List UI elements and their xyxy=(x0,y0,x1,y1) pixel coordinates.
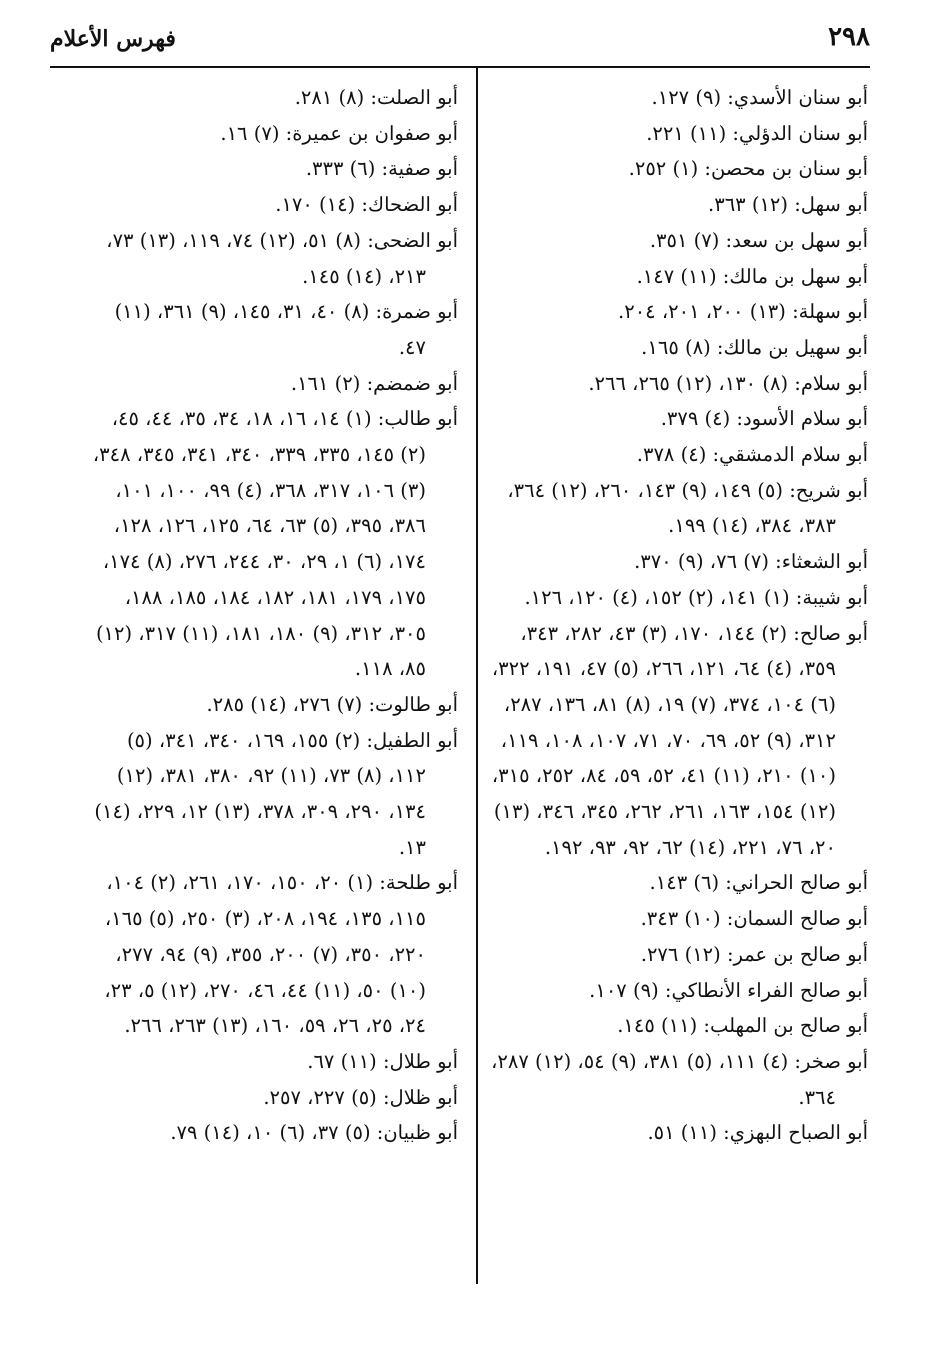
index-entry: أبو سهل بن سعد: (٧) ٣٥١. xyxy=(649,228,868,252)
index-entry: أبو طالوت: (٧) ٢٧٦، (١٤) ٢٨٥. xyxy=(206,692,458,716)
index-entry: أبو طالب: (١) ١٤، ١٦، ١٨، ٣٤، ٣٥، ٤٤، ٤٥، (٢) ١٤٥، ٣٣٥، ٣٣٩، ٣٤٠، ٣٤١، ٣٤٥، ٣٤٨، (٣) ١٠٦، ٣١٧، ٣٦٨، (٤) ٩٩، ١٠٠، ١٠١، ٣٨٦، ٣٩٥، (٥) ٦٣، ٦٤، ١٢٥، ١٢٦، ١٢٨، ١٧٤، (٦) ١، ٢٩، ٣٠، ٢٤٤، ٢٧٦، (٨) ١٧٤، ١٧٥، ١٧٩، ١٨١، ١٨٢، ١٨٤، ١٨٥، ١٨٨، ٣٠٥، ٣١٢، (٩) ١٨٠، ١٨١، (١١) ٣١٧، (١٢) ٨٥، ١١٨. xyxy=(92,407,458,681)
index-entry: أبو الضحى: (٨) ٥١، (١٢) ٧٤، ١١٩، (١٣) ٧٣، ٢١٣، (١٤) ١٤٥. xyxy=(106,228,458,288)
index-entry: أبو سنان الأسدي: (٩) ١٢٧. xyxy=(651,86,868,109)
index-entry: أبو صالح الفراء الأنطاكي: (٩) ١٠٧. xyxy=(589,978,868,1002)
index-entry: أبو شيبة: (١) ١٤١، (٢) ١٥٢، (٤) ١٢٠، ١٢٦. xyxy=(524,585,868,609)
index-entry: أبو ضمضم: (٢) ١٦١. xyxy=(290,371,458,395)
index-entry: أبو طلال: (١١) ٦٧. xyxy=(307,1049,458,1073)
index-entry: أبو صالح بن عمر: (١٢) ٢٧٦. xyxy=(640,942,868,966)
index-entry: أبو الصباح البهزي: (١١) ٥١. xyxy=(647,1121,868,1145)
index-entry: أبو سنان الدؤلي: (١١) ٢٢١. xyxy=(646,121,868,145)
index-entry: أبو شريح: (٥) ١٤٩، (٩) ١٤٣، ٢٦٠، (١٢) ٣٦٤، ٣٨٣، ٣٨٤، (١٤) ١٩٩. xyxy=(507,478,868,538)
index-entry: أبو صالح: (٢) ١٤٤، ١٧٠، (٣) ٤٣، ٢٨٢، ٣٤٣، ٣٥٩، (٤) ٦٤، ١٢١، ٢٦٦، (٥) ٤٧، ١٩١، ٣٢٢، (٦) ١٠٤، ٣٧٤، (٧) ١٩، (٨) ٨١، ١٣٦، ٢٨٧، ٣١٢، (٩) ٥٢، ٦٩، ٧٠، ٧١، ١٠٧، ١٠٨، ١١٩، (١٠) ٢١٠، (١١) ٤١، ٥٢، ٥٩، ٨٤، ٢٥٢، ٣١٥، (١٢) ١٥٤، ١٦٣، ٢٦١، ٢٦٢، ٣٤٥، ٣٤٦، (١٣) ٢٠، ٧٦، ٢٢١، (١٤) ٦٢، ٩٢، ٩٣، ١٩٢. xyxy=(491,621,868,859)
index-entry: أبو سلام الدمشقي: (٤) ٣٧٨. xyxy=(636,443,868,467)
index-entry: أبو طلحة: (١) ٢٠، ١٥٠، ١٧٠، ٢٦١، (٢) ١٠٤، ١١٥، ١٣٥، ١٩٤، ٢٠٨، (٣) ٢٥٠، (٥) ١٦٥، ٢٢٠، ٣٥٠، (٧) ٢٠٠، ٣٥٥، (٩) ٩٤، ٢٧٧، (١٠) ٥٠، (١١) ٤٤، ٤٦، ٢٧٠، (١٢) ٥، ٢٣، ٢٤، ٢٥، ٢٦، ٥٩، ١٦٠، (١٣) ٢٦٣، ٢٦٦. xyxy=(104,871,458,1038)
index-entry: أبو صالح بن المهلب: (١١) ١٤٥. xyxy=(617,1014,868,1038)
index-column-right xyxy=(490,80,868,1151)
index-entry: أبو صفوان بن عميرة: (٧) ١٦. xyxy=(220,121,458,145)
header-rule xyxy=(50,66,870,68)
index-entry: أبو سهيل بن مالك: (٨) ١٦٥. xyxy=(641,335,868,359)
index-entry: أبو صخر: (٤) ١١١، (٥) ٣٨١، (٩) ٥٤، (١٢) ٢٨٧، ٣٦٤. xyxy=(491,1049,868,1109)
index-entry: أبو الضحاك: (١٤) ١٧٠. xyxy=(275,193,458,217)
page-header xyxy=(50,22,870,62)
page-number: ٢٩٨ xyxy=(828,22,870,52)
index-entry: أبو صالح الحراني: (٦) ١٤٣. xyxy=(649,871,868,895)
column-divider xyxy=(476,66,478,1284)
index-entry: أبو سلام الأسود: (٤) ٣٧٩. xyxy=(660,407,868,431)
running-title: فهرس الأعلام xyxy=(50,26,176,52)
index-column-left xyxy=(88,80,458,1151)
index-entry: أبو سنان بن محصن: (١) ٢٥٢. xyxy=(628,157,868,181)
index-entry: أبو سهلة: (١٣) ٢٠٠، ٢٠١، ٢٠٤. xyxy=(618,300,868,324)
index-entry: أبو الطفيل: (٢) ١٥٥، ١٦٩، ٣٤٠، ٣٤١، (٥) ١١٢، (٨) ٧٣، (١١) ٩٢، ٣٨٠، ٣٨١، (١٢) ١٣٤، ٢٩٠، ٣٠٩، ٣٧٨، (١٣) ١٢، ٢٢٩، (١٤) ١٣. xyxy=(94,728,458,859)
index-entry: أبو ظبيان: (٥) ٣٧، (٦) ١٠، (١٤) ٧٩. xyxy=(170,1121,458,1145)
index-entry: أبو الصلت: (٨) ٢٨١. xyxy=(294,86,458,109)
index-entry: أبو ضمرة: (٨) ٤٠، ٣١، ١٤٥، (٩) ٣٦١، (١١) ٤٧. xyxy=(114,300,458,359)
index-entry: أبو ظلال: (٥) ٢٢٧، ٢٥٧. xyxy=(263,1085,458,1109)
index-entry: أبو سهل بن مالك: (١١) ١٤٧. xyxy=(636,264,868,288)
index-entry: أبو صفية: (٦) ٣٣٣. xyxy=(305,157,458,181)
index-entry: أبو الشعثاء: (٧) ٧٦، (٩) ٣٧٠. xyxy=(634,550,868,574)
index-entry: أبو سلام: (٨) ١٣٠، (١٢) ٢٦٥، ٢٦٦. xyxy=(588,371,868,395)
index-entry: أبو صالح السمان: (١٠) ٣٤٣. xyxy=(640,907,868,931)
index-entry: أبو سهل: (١٢) ٣٦٣. xyxy=(708,193,868,217)
